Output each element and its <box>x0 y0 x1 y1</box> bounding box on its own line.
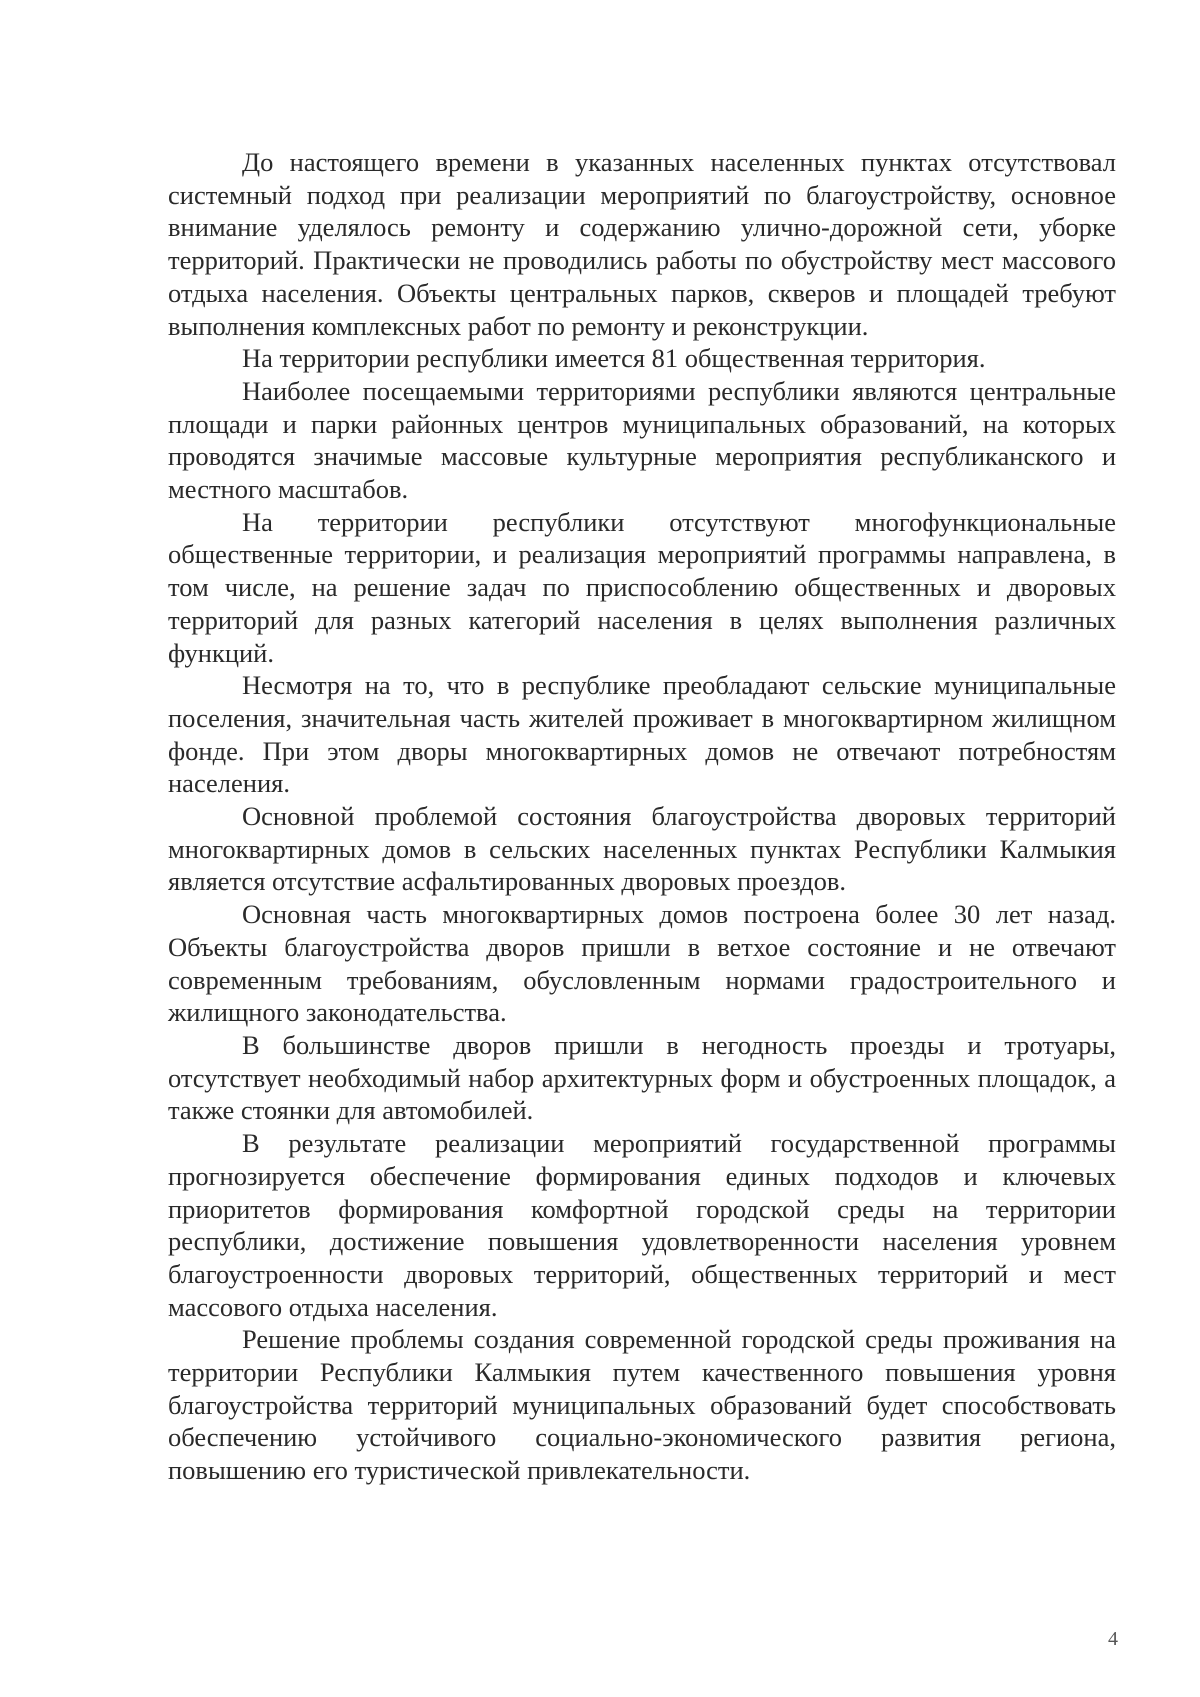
paragraph-8: В большинстве дворов пришли в негодность проезды и тротуары, отсутствует необходимый набор архитектурных форм и обустроенных площадок, а также стоянки для автомобилей. <box>168 1029 1116 1126</box>
paragraph-6: Основной проблемой состояния благоустройства дворовых территорий многоквартирных домов в сельских населенных пунктах Республики Калмыкия является отсутствие асфальтированных дворовых проездов. <box>168 801 1116 897</box>
paragraph-2: На территории республики имеется 81 общественная территория. <box>242 343 986 374</box>
paragraph-4: На территории республики отсутствуют многофункциональные общественные территории, и реализация мероприятий программы направлена, в том числе, на решение задач по приспособлению общественных и дворовых территорий для разных категорий населения в целях выполнения различных функций. <box>168 506 1116 668</box>
paragraph-9: В результате реализации мероприятий государственной программы прогнозируется обеспечение формирования единых подходов и ключевых приоритетов формирования комфортной городской среды на территории республики, достижение повышения удовлетворенности населения уровнем благоустроенности дворовых территорий, общественных территорий и мест массового отдыха населения. <box>168 1128 1116 1322</box>
paragraph-7: Основная часть многоквартирных домов построена более 30 лет назад. Объекты благоустройства дворов пришли в ветхое состояние и не отвечают современным требованиям, обусловленным нормами градостроительного и жилищного законодательства. <box>168 899 1116 1028</box>
page-number: 4 <box>1108 1628 1118 1650</box>
paragraph-5: Несмотря на то, что в республике преобладают сельские муниципальные поселения, значительная часть жителей проживает в многоквартирном жилищном фонде. При этом дворы многоквартирных домов не отвечают потребностям населения. <box>168 670 1116 799</box>
document-body <box>168 146 1116 1487</box>
paragraph-10: Решение проблемы создания современной городской среды проживания на территории Республики Калмыкия путем качественного повышения уровня благоустройства территорий муниципальных образований будет способствовать обеспечению устойчивого социально-экономического развития региона, повышению его туристической привлекательности. <box>168 1324 1116 1486</box>
paragraph-1: До настоящего времени в указанных населенных пунктах отсутствовал системный подход при реализации мероприятий по благоустройству, основное внимание уделялось ремонту и содержанию улично-дорожной сети, уборке территорий. Практически не проводились работы по обустройству мест массового отдыха населения. Объекты центральных парков, скверов и площадей требуют выполнения комплексных работ по ремонту и реконструкции. <box>168 147 1116 341</box>
paragraph-3: Наиболее посещаемыми территориями республики являются центральные площади и парки районных центров муниципальных образований, на которых проводятся значимые массовые культурные мероприятия республиканского и местного масштабов. <box>168 375 1116 505</box>
